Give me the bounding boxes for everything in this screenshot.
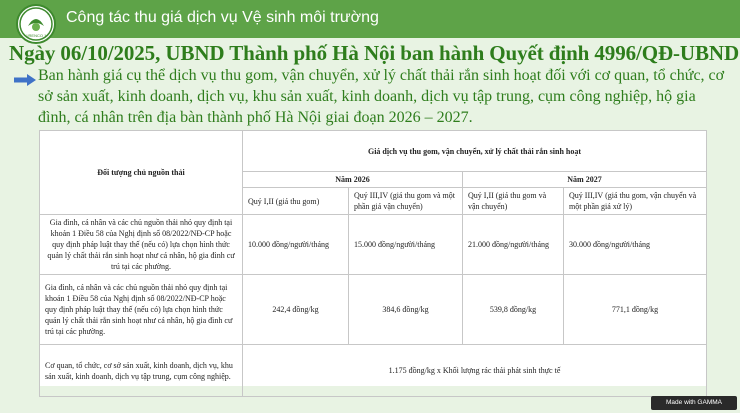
row-value: 539,8 đồng/kg — [463, 275, 564, 345]
row-value: 30.000 đồng/người/tháng — [564, 215, 707, 275]
logo-icon — [16, 4, 56, 44]
row-value: 15.000 đồng/người/tháng — [349, 215, 463, 275]
header-title: Công tác thu giá dịch vụ Vệ sinh môi trường — [66, 9, 379, 26]
header-price-group: Giá dịch vụ thu gom, vận chuyển, xử lý chất thải rắn sinh hoạt — [243, 131, 707, 172]
row-subject: Gia đình, cá nhân và các chủ nguồn thải nhỏ quy định tại khoản 1 Điều 58 của Nghị định số 08/2022/NĐ-CP hoặc quy định pháp luật thay thế (nếu có) lựa chọn hình thức quản lý chất thải rắn sinh hoạt như cá nhân, hộ gia đình cư trú tại các phường. — [40, 275, 243, 345]
arrow-right-icon — [14, 74, 36, 86]
logo-text: URENCO 1 — [25, 33, 47, 38]
row-value: 384,6 đồng/kg — [349, 275, 463, 345]
header-2027-q34: Quý III,IV (giá thu gom, vận chuyển và một phần giá xử lý) — [564, 188, 707, 215]
header-2026-q34: Quý III,IV (giá thu gom và một phần giá vận chuyển) — [349, 188, 463, 215]
row-value: 21.000 đồng/người/tháng — [463, 215, 564, 275]
header-year-2026: Năm 2026 — [243, 172, 463, 188]
price-table — [39, 130, 706, 386]
page-headline: Ngày 06/10/2025, UBND Thành phố Hà Nội ban hành Quyết định 4996/QĐ-UBND — [9, 41, 740, 65]
row-subject: Gia đình, cá nhân và các chủ nguồn thải nhỏ quy định tại khoản 1 Điều 58 của Nghị định số 08/2022/NĐ-CP hoặc quy định pháp luật thay thế (nếu có) lựa chọn hình thức quản lý chất thải rắn sinh hoạt như cá nhân, hộ gia đình cư trú tại các phường. — [40, 215, 243, 275]
intro-paragraph: Ban hành giá cụ thể dịch vụ thu gom, vận chuyển, xử lý chất thải rắn sinh hoạt đối với cơ quan, tổ chức, cơ sở sản xuất, kinh doanh, dịch vụ, khu sản xuất, kinh doanh, dịch vụ tập trung, cụm công nghiệp, hộ gia đình, cá nhân trên địa bàn thành phố Hà Nội giai đoạn 2026 – 2027. — [38, 67, 725, 126]
row-value: 771,1 đồng/kg — [564, 275, 707, 345]
header-year-2027: Năm 2027 — [463, 172, 707, 188]
row-value: 1.175 đồng/kg x Khối lượng rác thải phát sinh thực tế — [243, 345, 707, 397]
table-row — [40, 275, 707, 345]
row-value: 242,4 đồng/kg — [243, 275, 349, 345]
table-row — [40, 215, 707, 275]
row-value: 10.000 đồng/người/tháng — [243, 215, 349, 275]
table-row — [40, 345, 707, 397]
header-subject: Đối tượng chủ nguồn thải — [40, 131, 243, 215]
header-2027-q12: Quý I,II (giá thu gom và vận chuyển) — [463, 188, 564, 215]
header-2026-q12: Quý I,II (giá thu gom) — [243, 188, 349, 215]
row-subject: Cơ quan, tổ chức, cơ sở sản xuất, kinh doanh, dịch vụ, khu sản xuất, kinh doanh, dịch vụ tập trung, cụm công nghiệp. — [40, 345, 243, 397]
made-with-gamma-badge[interactable]: Made with GAMMA — [651, 396, 737, 410]
